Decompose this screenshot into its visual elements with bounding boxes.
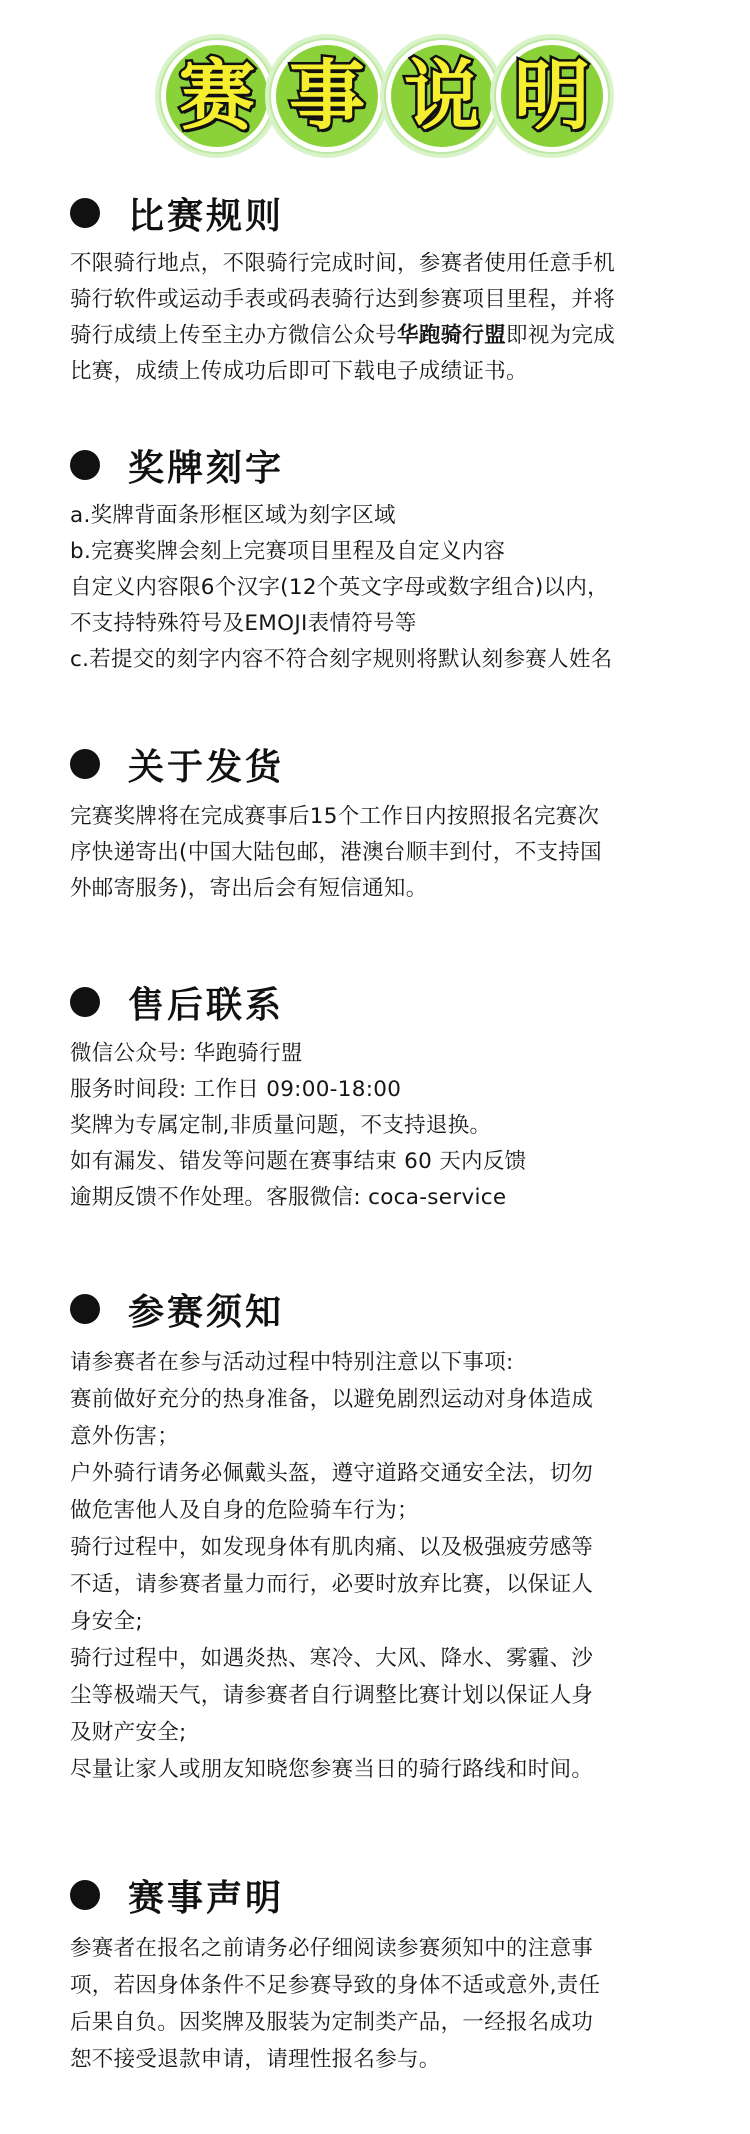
body-line: 后果自负。因奖牌及服装为定制类产品，一经报名成功 — [70, 2010, 594, 2035]
title-badge — [490, 34, 614, 158]
title-badge — [155, 34, 279, 158]
badge-circle — [161, 40, 273, 152]
body-line: 不限骑行地点，不限骑行完成时间，参赛者使用任意手机 — [70, 251, 616, 276]
body-line: 不适，请参赛者量力而行，必要时放弃比赛，以保证人 — [70, 1572, 594, 1597]
body-line: 奖牌为专属定制,非质量问题，不支持退换。 — [70, 1113, 492, 1138]
body-line: 微信公众号: 华跑骑行盟 — [70, 1041, 303, 1066]
title-badge — [265, 34, 389, 158]
official-account-name: 华跑骑行盟 — [397, 323, 507, 348]
badge-circle — [496, 40, 608, 152]
body-line: b.完赛奖牌会刻上完赛项目里程及自定义内容 — [70, 539, 506, 564]
title-char: 事 — [289, 51, 365, 140]
bullet-dot-icon — [70, 198, 100, 228]
body-line: 身安全; — [70, 1609, 143, 1634]
title-badge — [380, 34, 504, 158]
body-line: 骑行过程中，如发现身体有肌肉痛、以及极强疲劳感等 — [70, 1535, 594, 1560]
body-line: 比赛，成绩上传成功后即可下载电子成绩证书。 — [70, 359, 528, 384]
body-line: 完赛奖牌将在完成赛事后15个工作日内按照报名完赛次 — [70, 804, 600, 829]
section-body — [70, 799, 710, 907]
body-line: 项，若因身体条件不足参赛导致的身体不适或意外,责任 — [70, 1973, 601, 1998]
body-line: 服务时间段: 工作日 09:00-18:00 — [70, 1077, 402, 1102]
body-line: c.若提交的刻字内容不符合刻字规则将默认刻参赛人姓名 — [70, 647, 613, 672]
body-line: 逾期反馈不作处理。客服微信: coca-service — [70, 1185, 507, 1210]
body-line: 不支持特殊符号及EMOJI表情符号等 — [70, 611, 417, 636]
bullet-dot-icon — [70, 1294, 100, 1324]
body-line: 尘等极端天气，请参赛者自行调整比赛计划以保证人身 — [70, 1683, 594, 1708]
section-title: 关于发货 — [128, 746, 285, 788]
bullet-dot-icon — [70, 987, 100, 1017]
body-line: 外邮寄服务)，寄出后会有短信通知。 — [70, 876, 428, 901]
body-line: 自定义内容限6个汉字(12个英文字母或数字组合)以内， — [70, 575, 609, 600]
body-line — [70, 318, 710, 354]
body-text: 即视为完成 — [506, 323, 616, 348]
title-char: 说 — [404, 51, 480, 140]
body-line: 恕不接受退款申请，请理性报名参与。 — [70, 2047, 441, 2072]
body-line: 骑行软件或运动手表或码表骑行达到参赛项目里程，并将 — [70, 287, 616, 312]
bullet-dot-icon — [70, 1880, 100, 1910]
title-char: 赛 — [179, 51, 255, 140]
body-line: 如有漏发、错发等问题在赛事结束 60 天内反馈 — [70, 1149, 527, 1174]
section-heading — [70, 739, 284, 789]
badge-circle — [271, 40, 383, 152]
body-line: 及财产安全; — [70, 1720, 187, 1745]
section-body — [70, 1930, 710, 2078]
body-line: 参赛者在报名之前请务必仔细阅读参赛须知中的注意事 — [70, 1936, 594, 1961]
body-line: 请参赛者在参与活动过程中特别注意以下事项: — [70, 1350, 514, 1375]
bullet-dot-icon — [70, 749, 100, 779]
section-body — [70, 1036, 710, 1216]
body-line: 户外骑行请务必佩戴头盔，遵守道路交通安全法，切勿 — [70, 1461, 594, 1486]
title-banner — [0, 34, 750, 160]
body-line: 做危害他人及自身的危险骑车行为； — [70, 1498, 419, 1523]
body-line: 骑行过程中，如遇炎热、寒冷、大风、降水、雾霾、沙 — [70, 1646, 594, 1671]
section-heading — [70, 1870, 284, 1920]
section-title: 赛事声明 — [128, 1877, 285, 1919]
body-line: 赛前做好充分的热身准备，以避免剧烈运动对身体造成 — [70, 1387, 594, 1412]
section-body — [70, 246, 710, 390]
section-heading — [70, 1284, 284, 1334]
body-text: 骑行成绩上传至主办方微信公众号 — [70, 323, 398, 348]
section-body — [70, 498, 710, 678]
bullet-dot-icon — [70, 450, 100, 480]
section-title: 售后联系 — [128, 984, 285, 1026]
section-title: 奖牌刻字 — [128, 447, 285, 489]
section-heading — [70, 440, 284, 490]
section-title: 比赛规则 — [128, 195, 285, 237]
badge-circle — [386, 40, 498, 152]
body-line: 意外伤害； — [70, 1424, 180, 1449]
section-title: 参赛须知 — [128, 1291, 285, 1333]
section-heading — [70, 188, 284, 238]
title-char: 明 — [514, 51, 590, 140]
body-line: 序快递寄出(中国大陆包邮，港澳台顺丰到付，不支持国 — [70, 840, 602, 865]
section-heading — [70, 977, 284, 1027]
body-line: 尽量让家人或朋友知晓您参赛当日的骑行路线和时间。 — [70, 1757, 594, 1782]
body-line: a.奖牌背面条形框区域为刻字区域 — [70, 503, 396, 528]
section-body — [70, 1344, 710, 1788]
